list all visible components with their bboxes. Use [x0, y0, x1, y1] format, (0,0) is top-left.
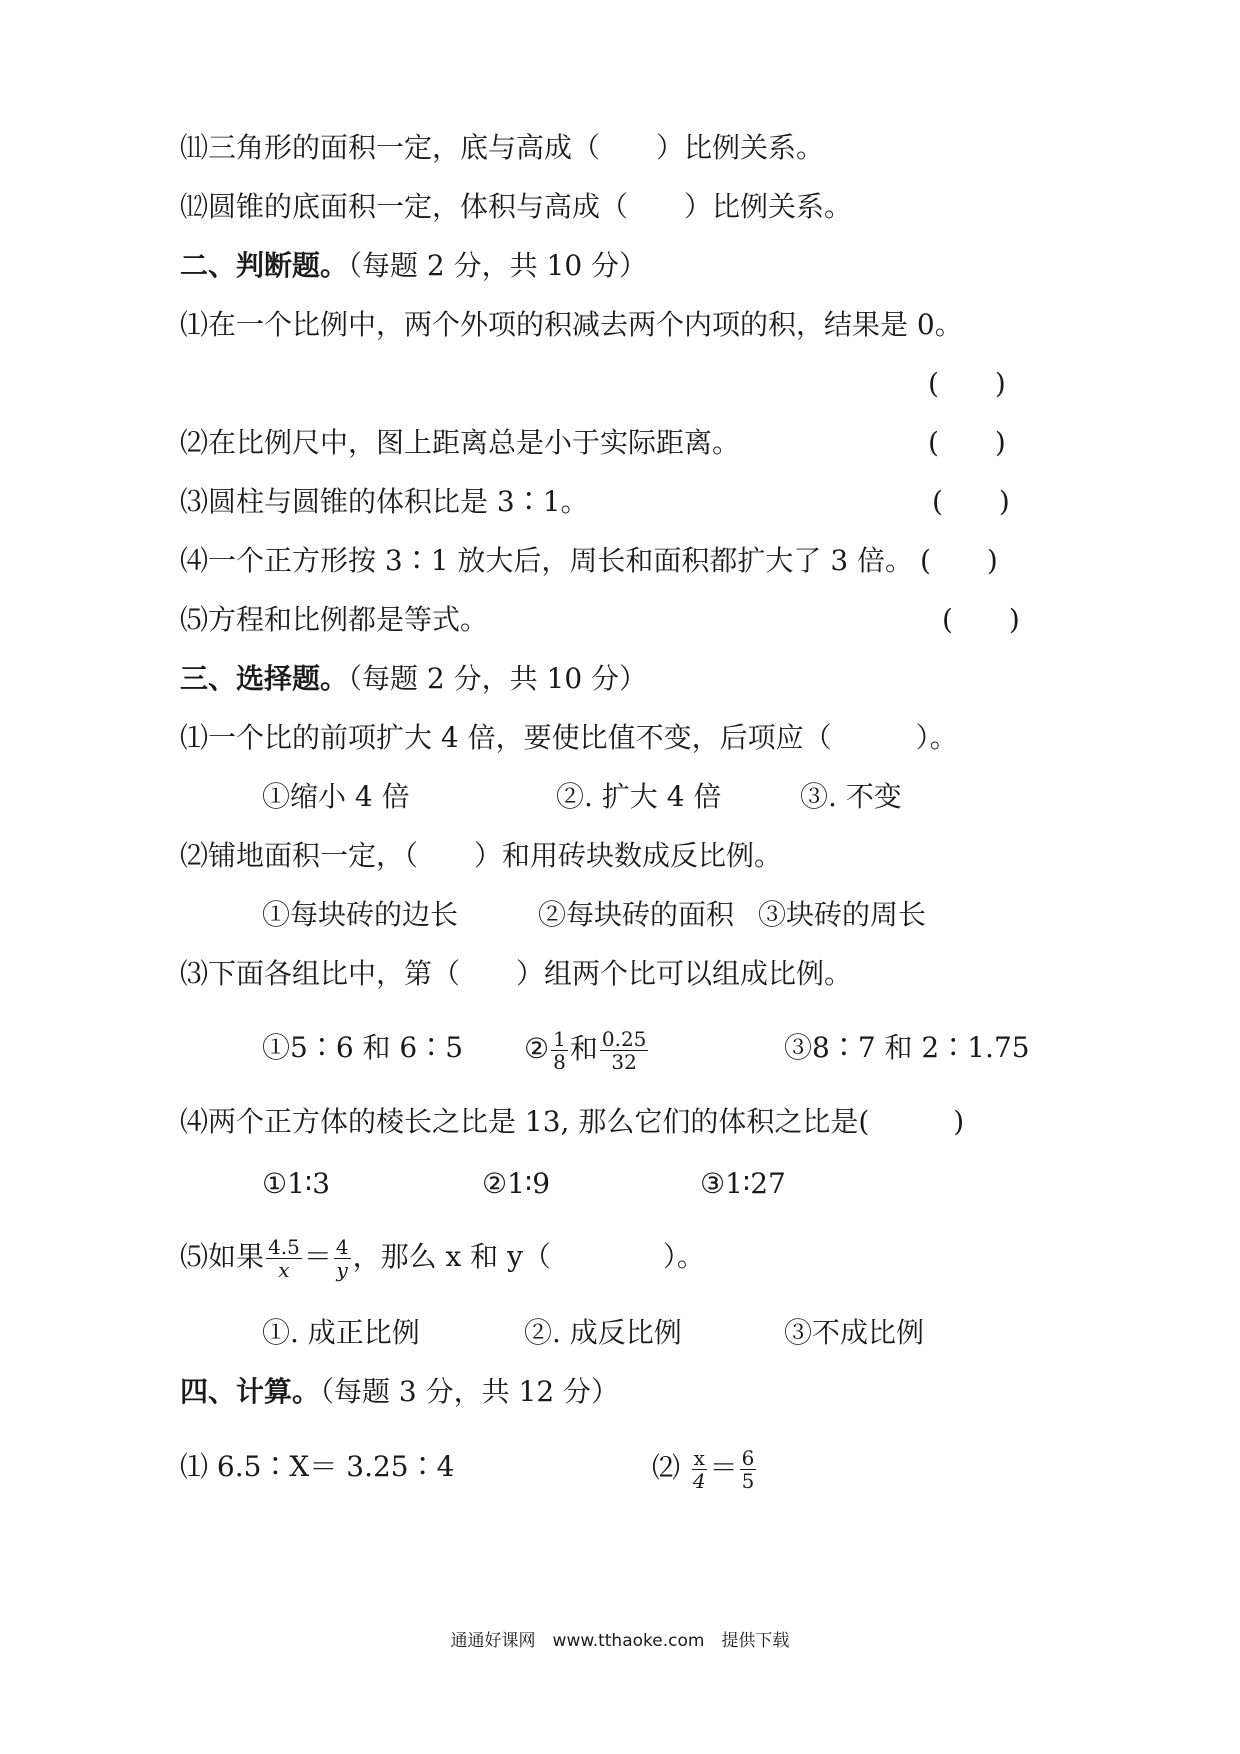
fraction-025-over-32 [600, 1028, 649, 1073]
fraction-denominator: 8 [553, 1050, 566, 1074]
judge-question-5: ⑸方程和比例都是等式。 [180, 603, 489, 636]
fraction-4-over-y [334, 1236, 351, 1281]
judge-answer-paren-1: ( ) [928, 367, 1006, 400]
choice-4-option-3: ③1∶27 [700, 1167, 786, 1200]
fraction-numerator: 4 [335, 1235, 349, 1259]
fraction-numerator: x [693, 1446, 705, 1470]
judge-question-2: ⑵在比例尺中，图上距离总是小于实际距离。 [180, 426, 741, 459]
choice-5-option-1: ①. 成正比例 [262, 1316, 420, 1349]
judge-answer-paren-2: ( ) [928, 426, 1006, 459]
choice-1-option-3: ③. 不变 [800, 780, 902, 813]
judge-answer-paren-3: ( ) [932, 485, 1010, 518]
choice-question-2: ⑵铺地面积一定，（ ）和用砖块数成反比例。 [180, 839, 783, 872]
section-3-title: 三、选择题。 [180, 662, 349, 695]
choice-question-3: ⑶下面各组比中，第（ ）组两个比可以组成比例。 [180, 957, 853, 990]
calc-2-label: ⑵ [652, 1451, 681, 1484]
section-4-note: （每题 3 分，共 12 分） [320, 1375, 620, 1408]
equals-sign: ＝ [709, 1451, 738, 1484]
choice-question-1: ⑴一个比的前项扩大 4 倍，要使比值不变，后项应（ ）。 [180, 721, 958, 754]
choice-3-option-3: ③8∶7 和 2∶1.75 [784, 1031, 1030, 1064]
choice-3-option-2-marker: ② [524, 1032, 550, 1065]
choice-question-5 [180, 1236, 705, 1281]
question-11: ⑾三角形的面积一定，底与高成（ ）比例关系。 [180, 131, 825, 164]
fraction-denominator: x [278, 1258, 290, 1282]
calc-question-2 [652, 1447, 758, 1492]
section-3-heading [180, 659, 647, 699]
choice-5-suffix: ，那么 x 和 y（ ）。 [352, 1240, 705, 1273]
fraction-6-over-5 [740, 1447, 757, 1492]
judge-question-4: ⑷一个正方形按 3∶1 放大后，周长和面积都扩大了 3 倍。 [180, 544, 914, 577]
fraction-numerator: 6 [741, 1446, 755, 1470]
fraction-denominator: 4 [692, 1469, 706, 1493]
fraction-one-eighth [551, 1028, 568, 1073]
choice-3-option-1: ①5∶6 和 6∶5 [262, 1031, 464, 1064]
section-2-title: 二、判断题。 [180, 249, 349, 282]
question-12: ⑿圆锥的底面积一定，体积与高成（ ）比例关系。 [180, 190, 853, 223]
equals-sign: ＝ [303, 1240, 332, 1273]
judge-question-3: ⑶圆柱与圆锥的体积比是 3∶1。 [180, 485, 589, 518]
choice-5-option-2: ②. 成反比例 [524, 1316, 682, 1349]
choice-3-option-2 [524, 1028, 650, 1073]
choice-2-option-1: ①每块砖的边长 [262, 898, 459, 931]
choice-2-option-2: ②每块砖的面积 [538, 898, 735, 931]
section-3-note: （每题 2 分，共 10 分） [348, 662, 648, 695]
fraction-45-over-x [266, 1236, 302, 1281]
choice-4-option-1: ①1∶3 [262, 1167, 331, 1200]
judge-answer-paren-4: ( ) [920, 544, 998, 577]
choice-5-option-3: ③不成比例 [784, 1316, 925, 1349]
choice-3-option-2-and: 和 [569, 1032, 598, 1065]
choice-4-option-2: ②1∶9 [482, 1167, 551, 1200]
calc-question-1: ⑴ 6.5∶X＝ 3.25∶4 [180, 1450, 455, 1483]
fraction-numerator: 1 [553, 1027, 566, 1051]
choice-question-4: ⑷两个正方体的棱长之比是 13, 那么它们的体积之比是( ) [180, 1105, 965, 1138]
page-footer: 通通好课网 www.tthaoke.com 提供下载 [450, 1631, 790, 1651]
choice-2-option-3: ③块砖的周长 [758, 898, 927, 931]
section-2-heading [180, 246, 647, 286]
section-4-title: 四、计算。 [180, 1375, 321, 1408]
choice-1-option-2: ②. 扩大 4 倍 [556, 780, 722, 813]
fraction-denominator: 32 [611, 1050, 637, 1074]
fraction-denominator: 5 [741, 1469, 755, 1493]
choice-5-prefix: ⑸如果 [180, 1240, 265, 1273]
fraction-x-over-4 [691, 1447, 708, 1492]
choice-1-option-1: ①缩小 4 倍 [262, 780, 410, 813]
section-4-heading [180, 1372, 619, 1412]
fraction-numerator: 0.25 [601, 1027, 647, 1051]
judge-question-1: ⑴在一个比例中，两个外项的积减去两个内项的积，结果是 0。 [180, 308, 963, 341]
fraction-numerator: 4.5 [268, 1235, 300, 1259]
fraction-denominator: y [336, 1258, 348, 1282]
judge-answer-paren-5: ( ) [942, 603, 1020, 636]
section-2-note: （每题 2 分，共 10 分） [348, 249, 648, 282]
